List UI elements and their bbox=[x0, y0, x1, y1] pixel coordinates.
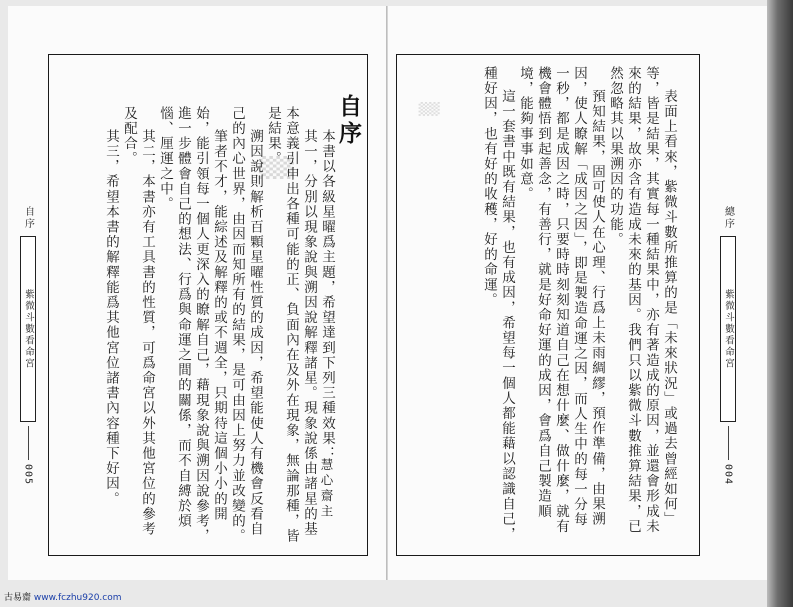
foreword-paragraph-1: 表面上看來，紫微斗數所推算的是「未來狀況」或過去曾經如何」等，皆是結果，其實每一種結果中，亦有著造成的原因，並還會形成未來的結果，故亦含有造成未來的基因。我們只以紫微斗數推算結果，已然忽略其以果溯因的功能。 bbox=[607, 66, 677, 535]
preface-signature: 慧心齋主 bbox=[319, 458, 334, 520]
foreword-body bbox=[480, 66, 678, 542]
preface-body bbox=[102, 106, 336, 551]
site-watermark bbox=[4, 590, 122, 603]
watermark-site: www.fczhu920.com bbox=[33, 593, 122, 603]
preface-paragraph-1: 本書以各級星曜爲主題，希望達到下列三種效果： bbox=[319, 128, 335, 462]
right-tab-divider bbox=[728, 426, 729, 460]
left-tab-divider bbox=[28, 426, 29, 460]
left-chapter-label: 自序 bbox=[22, 206, 34, 230]
right-side-tab bbox=[718, 206, 738, 485]
preface-paragraph-5: 其二，本書亦有工具書的性質，可爲命宮以外其他宮位的參考及配合。 bbox=[121, 106, 155, 537]
preface-title: 自序 bbox=[335, 94, 362, 148]
right-page bbox=[387, 6, 768, 580]
bleed-through-mark: ▒ bbox=[258, 156, 293, 180]
left-book-title: 紫微斗數看命宮 bbox=[20, 236, 36, 422]
watermark-label: 古易齋 bbox=[4, 593, 32, 603]
preface-paragraph-2: 其一，分別以現象說與溯因說解釋諸星。現象說係由諸星的基本意義引申出各種可能的正、負面內在及外在現象，無論那種，皆是結果。 bbox=[265, 106, 317, 544]
left-page-number: 005 bbox=[22, 464, 34, 486]
left-page bbox=[8, 6, 387, 580]
foreword-paragraph-3: 這一套書中既有結果，也有成因，希望每一個人都能藉以認識自己，種好因，也有好的收穫，好的命運。 bbox=[481, 66, 515, 542]
foreword-paragraph-2: 預知結果，固可使人在心理、行爲上未雨綢繆，預作準備，由果溯因，使人瞭解「成因之因」，即是製造命運之因，而人生中的每一分每一秒，都是成因之時，只要時時刻刻知道自己在想什麼、做什麼，就有機會體悟到起善念，有善行，就是好命好運的成因，會爲自己製造順境，能夠事事如意。 bbox=[517, 66, 605, 535]
preface-paragraph-3: 溯因說則解析百顆星曜性質的成因，希望能使人有機會反看自己的內心世界，由因而知所有的結果，是可由因上努力並改變的。 bbox=[229, 106, 263, 544]
right-page-number: 004 bbox=[722, 464, 734, 486]
bleed-through-mark-right: ▒ bbox=[418, 102, 439, 116]
preface-paragraph-4: 筆者不才，能綜述及解釋的或不週全，只期待這個小小的開始，能引領每一個人更深入的瞭解自己，藉現象說與溯因說參考，進一步體會自己的想法、行爲與命運之間的關係，而不自縛於煩惱、厘運之中。 bbox=[157, 106, 227, 544]
right-chapter-label: 總序 bbox=[722, 206, 734, 230]
right-book-title: 紫微斗數看命宮 bbox=[720, 236, 736, 422]
left-side-tab bbox=[18, 206, 38, 485]
scan-dark-edge bbox=[767, 0, 793, 607]
preface-paragraph-6: 其三，希望本書的解釋能爲其他宮位諸書內容種下好因。 bbox=[103, 128, 119, 507]
